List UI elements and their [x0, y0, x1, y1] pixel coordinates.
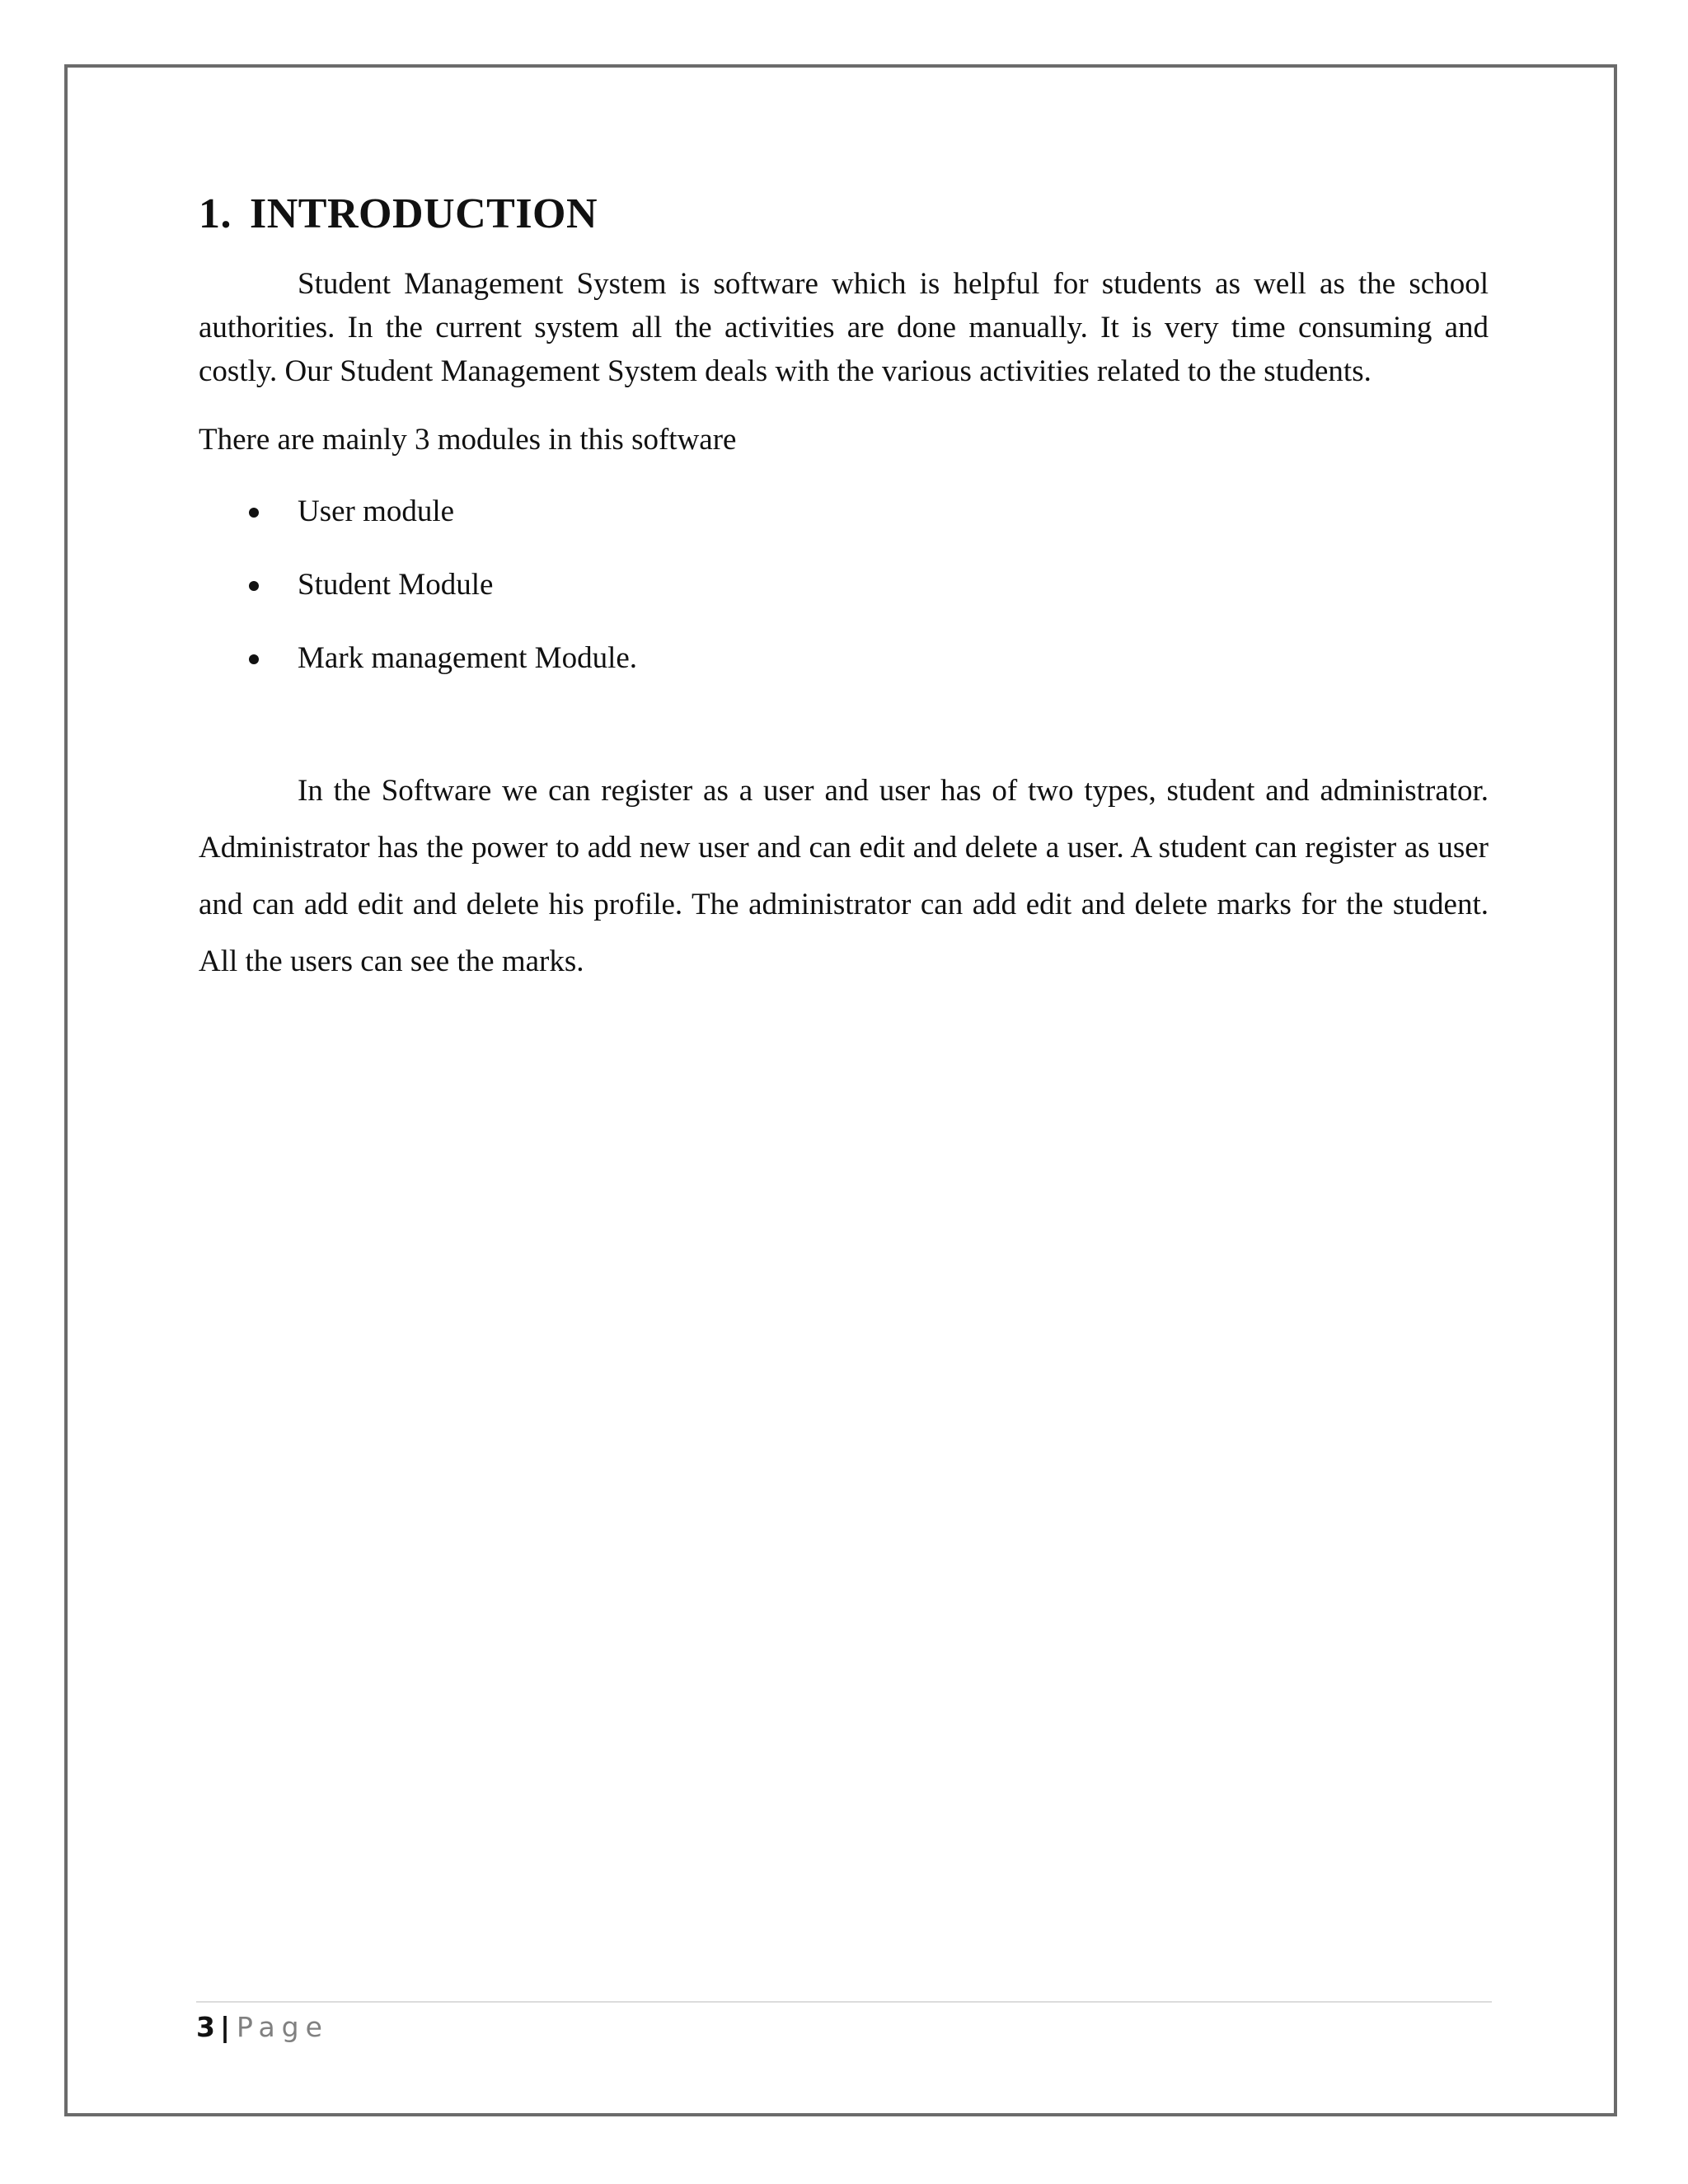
page-number: 3 [196, 2011, 215, 2043]
modules-intro: There are mainly 3 modules in this software [199, 422, 737, 457]
details-paragraph: In the Software we can register as a user and user has of two types, student and administrator. Administrator has the power to add new user and can edit and delete a user. A student can register as user and can add edit and delete his profile. The administrator can add edit and delete marks for the student. All the users can see the marks. [199, 773, 1489, 978]
page-footer [196, 2011, 329, 2044]
module-list [199, 490, 1489, 680]
section-title: INTRODUCTION [250, 190, 598, 237]
bullet-icon [249, 508, 259, 518]
bullet-icon [249, 654, 259, 664]
module-label: User module [298, 494, 455, 528]
bullet-icon [249, 581, 259, 591]
footer-divider [196, 2001, 1492, 2003]
module-label: Student Module [298, 567, 494, 602]
module-label: Mark management Module. [298, 640, 638, 675]
page-label: Page [237, 2011, 329, 2043]
list-item [199, 563, 1489, 607]
section-heading [199, 190, 1489, 239]
section-number: 1. [199, 190, 232, 237]
list-item [199, 636, 1489, 680]
list-item [199, 490, 1489, 533]
intro-paragraph: Student Management System is software which is helpful for students as well as the school authorities. In the current system all the activities are done manually. It is very time consuming and costly. Our Student Management System deals with the various activities related to the students. [199, 266, 1489, 388]
footer-separator: | [219, 2011, 231, 2043]
document-body [199, 190, 1489, 990]
